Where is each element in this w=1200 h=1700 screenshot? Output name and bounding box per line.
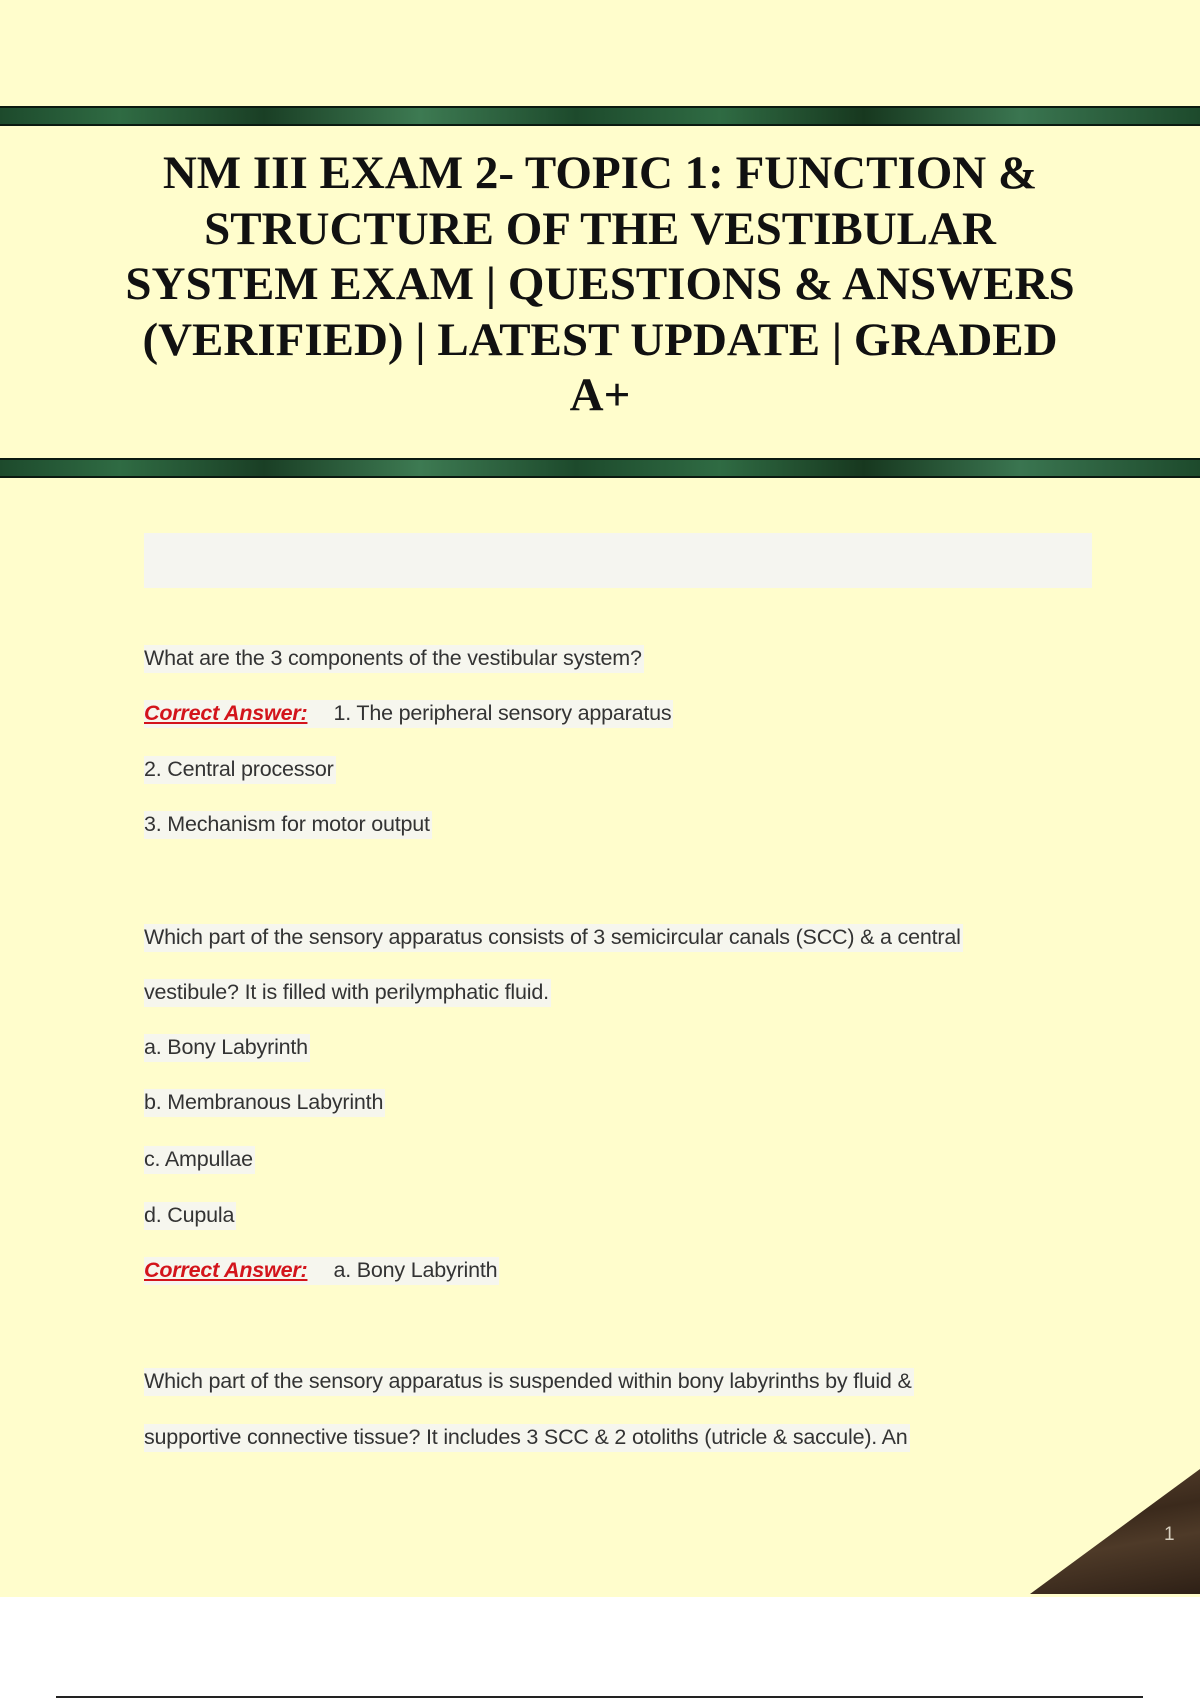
answer-1 xyxy=(144,700,673,728)
decorative-band-top xyxy=(0,106,1200,126)
document-title: NM III EXAM 2- TOPIC 1: FUNCTION & STRUCTURE OF THE VESTIBULAR SYSTEM EXAM | QUESTIONS & ANSWERS (VERIFIED) | LATEST UPDATE | GRADED A+ xyxy=(125,147,1075,421)
option: b. Membranous Labyrinth xyxy=(144,1089,385,1117)
decorative-band-bottom xyxy=(0,458,1200,478)
correct-answer-label: Correct Answer: xyxy=(144,701,308,725)
question-3: supportive connective tissue? It includes 3 SCC & 2 otoliths (utricle & saccule). An xyxy=(144,1424,910,1452)
option: c. Ampullae xyxy=(144,1146,255,1174)
option: d. Cupula xyxy=(144,1202,236,1230)
answer-text: a. Bony Labyrinth xyxy=(333,1258,498,1282)
page-number: 1 xyxy=(1164,1524,1175,1545)
option: a. Bony Labyrinth xyxy=(144,1034,310,1062)
blank-box xyxy=(144,533,1092,588)
correct-answer-label: Correct Answer: xyxy=(144,1258,308,1282)
answer-1-line: 2. Central processor xyxy=(144,756,336,784)
answer-1-line: 3. Mechanism for motor output xyxy=(144,811,432,839)
question-2: vestibule? It is filled with perilymphatic fluid. xyxy=(144,979,551,1007)
answer-text: 1. The peripheral sensory apparatus xyxy=(333,701,672,725)
answer-2 xyxy=(144,1257,499,1285)
question-1: What are the 3 components of the vestibular system? xyxy=(144,645,644,673)
question-2: Which part of the sensory apparatus consists of 3 semicircular canals (SCC) & a central xyxy=(144,924,963,952)
footer-rule xyxy=(56,1696,1143,1698)
question-3: Which part of the sensory apparatus is suspended within bony labyrinths by fluid & xyxy=(144,1368,914,1396)
